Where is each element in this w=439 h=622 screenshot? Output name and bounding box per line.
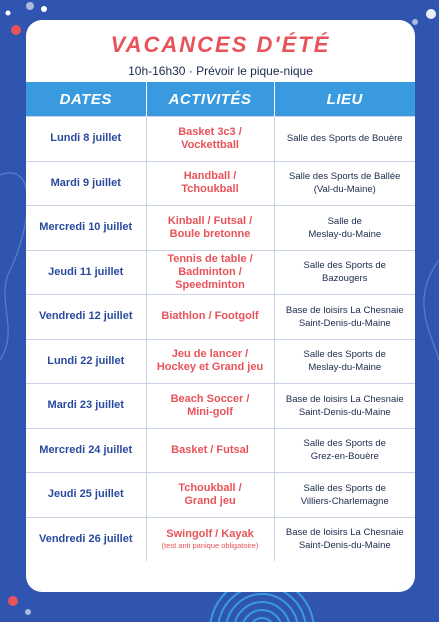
activity-line: Boule bretonne: [169, 227, 251, 240]
activity-line: Swingolf / Kayak: [166, 528, 254, 541]
page-subtitle: 10h-16h30 · Prévoir le pique-nique: [128, 64, 313, 78]
table-row: [26, 473, 415, 518]
activity-line: Biathlon / Footgolf: [161, 310, 259, 323]
row-date: Mercredi 24 juillet: [26, 428, 146, 473]
row-date: Mardi 9 juillet: [26, 161, 146, 206]
row-date: Lundi 22 juillet: [26, 339, 146, 384]
row-date: Vendredi 26 juillet: [26, 517, 146, 561]
row-activity: [146, 250, 274, 295]
row-activity: [146, 295, 274, 340]
place-line: Salle des Sports de: [303, 260, 386, 272]
row-activity: [146, 517, 274, 561]
place-line: Bazougers: [322, 273, 368, 285]
row-date: Jeudi 11 juillet: [26, 250, 146, 295]
row-place: [274, 384, 415, 429]
column-header-dates: DATES: [26, 82, 146, 117]
place-line: Villiers-Charlemagne: [300, 495, 389, 507]
row-date: Mardi 23 juillet: [26, 384, 146, 429]
column-header-place: LIEU: [274, 82, 415, 117]
row-activity: [146, 428, 274, 473]
activity-line: Basket 3c3 /: [178, 125, 242, 138]
place-line: Salle des Sports de Ballée: [289, 171, 401, 183]
place-line: Saint-Denis-du-Maine: [298, 317, 391, 329]
table-row: [26, 428, 415, 473]
row-activity: [146, 117, 274, 162]
row-date: Jeudi 25 juillet: [26, 473, 146, 518]
place-line: Base de loisirs La Chesnaie: [285, 527, 404, 539]
place-line: Base de loisirs La Chesnaie: [285, 304, 404, 316]
place-line: Saint-Denis-du-Maine: [298, 540, 391, 552]
table-row: [26, 117, 415, 162]
row-activity: [146, 473, 274, 518]
activity-line: Kinball / Futsal /: [167, 214, 253, 227]
row-date: Lundi 8 juillet: [26, 117, 146, 162]
row-place: [274, 473, 415, 518]
activity-line: Handball /: [183, 170, 237, 183]
row-activity: [146, 384, 274, 429]
row-place: [274, 206, 415, 251]
activity-line: Speedminton: [175, 278, 245, 291]
activity-line: Tchoukball: [181, 183, 239, 196]
activity-line: Basket / Futsal: [171, 443, 249, 456]
row-place: [274, 295, 415, 340]
place-line: Meslay-du-Maine: [308, 362, 382, 374]
row-place: [274, 250, 415, 295]
table-row: [26, 295, 415, 340]
activity-line: Jeu de lancer /: [171, 348, 249, 361]
place-line: Salle des Sports de: [303, 482, 386, 494]
activity-line: Grand jeu: [184, 494, 236, 507]
row-place: [274, 339, 415, 384]
row-place: [274, 517, 415, 561]
row-place: [274, 161, 415, 206]
place-line: Saint-Denis-du-Maine: [298, 406, 391, 418]
table-row: [26, 339, 415, 384]
activity-line: Beach Soccer /: [170, 392, 250, 405]
row-activity: [146, 161, 274, 206]
place-line: (Val-du-Maine): [313, 184, 376, 196]
table-row: [26, 250, 415, 295]
place-line: Salle des Sports de Bouère: [286, 133, 403, 145]
activity-line: Badminton /: [178, 265, 242, 278]
table-row: [26, 517, 415, 561]
row-date: Vendredi 12 juillet: [26, 295, 146, 340]
schedule-card: [26, 20, 415, 592]
row-place: [274, 117, 415, 162]
column-header-activities: ACTIVITÉS: [146, 82, 274, 117]
table-row: [26, 384, 415, 429]
activity-line: Tchoukball /: [178, 481, 242, 494]
activity-note: (test anti panique obligatoire): [161, 541, 259, 551]
row-date: Mercredi 10 juillet: [26, 206, 146, 251]
activity-line: Tennis de table /: [167, 252, 253, 265]
row-activity: [146, 339, 274, 384]
place-line: Base de loisirs La Chesnaie: [285, 393, 404, 405]
table-row: [26, 206, 415, 251]
table-header-row: [26, 82, 415, 117]
table-row: [26, 161, 415, 206]
row-activity: [146, 206, 274, 251]
activity-line: Mini-golf: [187, 405, 233, 418]
place-line: Grez-en-Bouère: [310, 451, 379, 463]
activity-line: Vockettball: [181, 138, 239, 151]
place-line: Salle de: [327, 215, 362, 227]
schedule-table: [26, 82, 415, 561]
place-line: Meslay-du-Maine: [308, 228, 382, 240]
page-title: VACANCES D'ÉTÉ: [110, 32, 331, 57]
activity-line: Hockey et Grand jeu: [156, 361, 264, 374]
place-line: Salle des Sports de: [303, 438, 386, 450]
place-line: Salle des Sports de: [303, 349, 386, 361]
row-place: [274, 428, 415, 473]
